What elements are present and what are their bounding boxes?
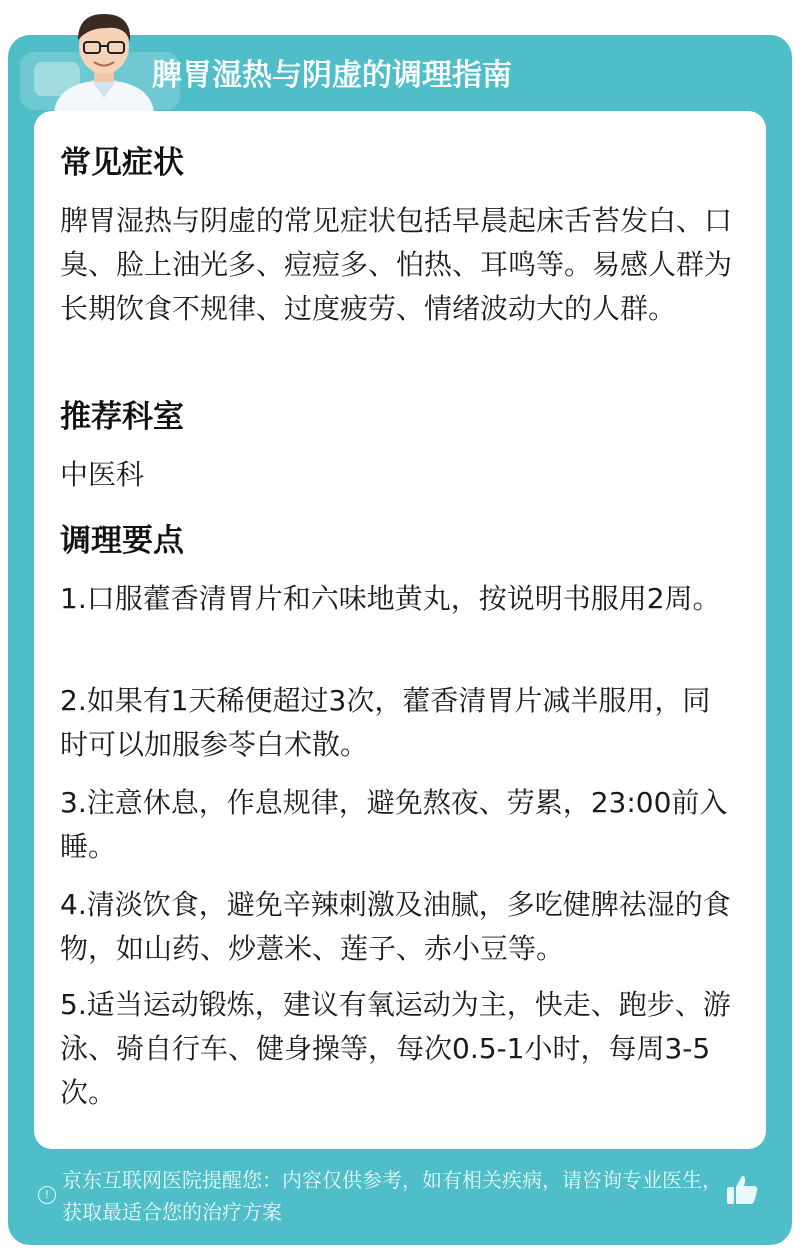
content-card [34,111,766,1149]
info-icon: ! [38,1186,56,1204]
section-title-department: 推荐科室 [60,399,184,435]
tip-item: 3.注意休息，作息规律，避免熬夜、劳累，23:00前入睡。 [60,786,728,863]
department-text: 中医科 [60,458,145,491]
disclaimer-text: 京东互联网医院提醒您：内容仅供参考，如有相关疾病，请咨询专业医生，获取最适合您的治疗方案 [62,1168,722,1224]
tip-item: 2.如果有1天稀便超过3次，藿香清胃片减半服用，同时可以加服参苓白术散。 [60,684,711,761]
page-title: 脾胃湿热与阴虚的调理指南 [152,58,512,93]
doctor-avatar [44,4,164,112]
tip-item: 5.适当运动锻炼，建议有氧运动为主，快走、跑步、游泳、骑自行车、健身操等，每次0.5-1小时，每周3-5次。 [60,988,731,1109]
symptoms-text: 脾胃湿热与阴虚的常见症状包括早晨起床舌苔发白、口臭、脸上油光多、痘痘多、怕热、耳鸣等。易感人群为长期饮食不规律、过度疲劳、情绪波动大的人群。 [60,204,733,325]
section-title-symptoms: 常见症状 [60,145,184,181]
thumbs-up-icon[interactable] [724,1172,760,1208]
tip-item: 1.口服藿香清胃片和六味地黄丸，按说明书服用2周。 [60,582,721,615]
tip-item: 4.清淡饮食，避免辛辣刺激及油腻，多吃健脾祛湿的食物，如山药、炒薏米、莲子、赤小豆等。 [60,888,731,965]
section-title-tips: 调理要点 [60,523,184,559]
